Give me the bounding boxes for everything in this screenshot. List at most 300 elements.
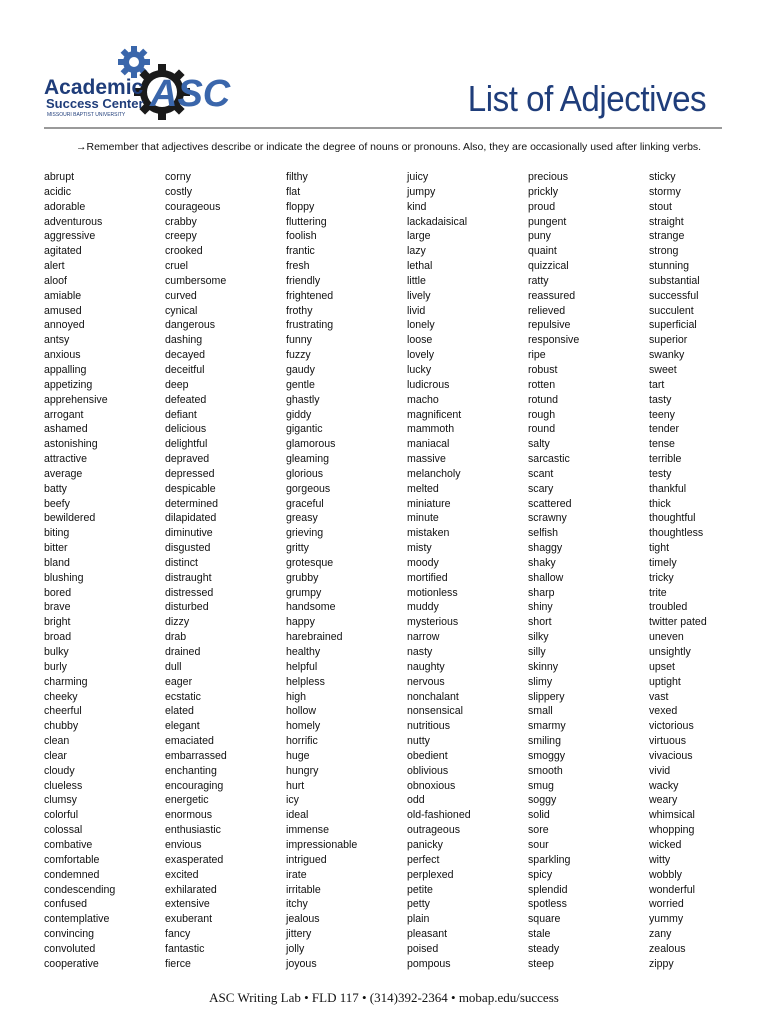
- adjective-word: smoggy: [528, 749, 566, 762]
- adjective-column-6: [649, 170, 734, 972]
- adjective-word: tart: [649, 378, 665, 391]
- adjective-word: smiling: [528, 735, 561, 748]
- adjective-word: zippy: [649, 957, 674, 970]
- adjective-word: vivacious: [649, 749, 693, 762]
- adjective-word: distinct: [165, 556, 198, 569]
- adjective-word: smooth: [528, 764, 563, 777]
- adjective-word: impressionable: [286, 838, 358, 851]
- adjective-word: handsome: [286, 601, 336, 614]
- adjective-word: fierce: [165, 957, 191, 970]
- adjective-word: gigantic: [286, 423, 323, 436]
- adjective-word: grumpy: [286, 586, 322, 599]
- adjective-word: gentle: [286, 378, 315, 391]
- adjective-word: clueless: [44, 779, 83, 792]
- adjective-word: lethal: [407, 260, 433, 273]
- adjective-word: ashamed: [44, 423, 88, 436]
- adjective-word: dizzy: [165, 616, 190, 629]
- adjective-word: precious: [528, 171, 569, 183]
- adjective-word: strange: [649, 230, 685, 243]
- adjective-word: energetic: [165, 794, 209, 807]
- adjective-word: unsightly: [649, 646, 691, 658]
- adjective-word: exasperated: [165, 853, 224, 866]
- adjective-word: quaint: [528, 245, 557, 258]
- adjective-word: perfect: [407, 853, 440, 866]
- adjective-word: crooked: [165, 245, 203, 258]
- adjective-word: disturbed: [165, 601, 209, 614]
- adjective-word: nonsensical: [407, 705, 463, 718]
- adjective-word: clean: [44, 735, 70, 748]
- adjective-word: sticky: [649, 171, 676, 183]
- adjective-word: shallow: [528, 571, 564, 584]
- adjective-word: sore: [528, 824, 549, 837]
- adjective-word: fantastic: [165, 942, 205, 955]
- adjective-word: adorable: [44, 200, 86, 213]
- adjective-word: distraught: [165, 571, 212, 584]
- adjective-word: broad: [44, 631, 72, 644]
- adjective-column-4: [407, 170, 528, 972]
- adjective-word: strong: [649, 245, 679, 258]
- adjective-word: splendid: [528, 883, 568, 896]
- adjective-word: flat: [286, 185, 301, 198]
- adjective-word: glorious: [286, 467, 324, 480]
- adjective-word: bored: [44, 586, 72, 599]
- adjective-word: spicy: [528, 868, 553, 881]
- adjective-word: confused: [44, 898, 87, 911]
- adjective-word: comfortable: [44, 853, 100, 866]
- adjective-word: high: [286, 690, 307, 703]
- adjective-word: cheeky: [44, 690, 78, 703]
- adjective-word: whopping: [649, 824, 695, 837]
- adjective-word: proud: [528, 200, 556, 213]
- adjective-word: minute: [407, 512, 439, 525]
- adjective-word: happy: [286, 616, 315, 629]
- adjective-word: wicked: [649, 838, 682, 851]
- adjective-word: elated: [165, 705, 194, 718]
- adjective-word: courageous: [165, 200, 221, 213]
- adjective-word: nasty: [407, 646, 433, 658]
- adjective-word: grieving: [286, 527, 324, 540]
- adjective-word: depressed: [165, 467, 215, 480]
- adjective-word: thoughtful: [649, 512, 696, 525]
- adjective-word: salty: [528, 438, 550, 451]
- adjective-word: arrogant: [44, 408, 84, 421]
- adjective-word: reassured: [528, 289, 576, 302]
- adjective-word: sour: [528, 838, 549, 851]
- adjective-word: timely: [649, 556, 677, 569]
- adjective-word: magnificent: [407, 408, 462, 421]
- adjective-word: jealous: [286, 913, 320, 926]
- adjective-column-1: [44, 170, 165, 972]
- adjective-word: nutty: [407, 735, 430, 748]
- adjective-word: foolish: [286, 230, 317, 243]
- adjective-word: juicy: [407, 171, 429, 183]
- adjective-word: teeny: [649, 408, 675, 421]
- logo-graphic: [44, 42, 234, 122]
- adjective-word: deceitful: [165, 363, 205, 376]
- adjective-word: lackadaisical: [407, 215, 468, 228]
- adjective-word: beefy: [44, 497, 70, 510]
- adjective-word: successful: [649, 289, 699, 302]
- adjective-word: selfish: [528, 527, 559, 540]
- adjective-word: cumbersome: [165, 274, 227, 287]
- adjective-word: ratty: [528, 274, 549, 287]
- adjective-word: jittery: [286, 928, 312, 941]
- adjective-word: immense: [286, 824, 329, 837]
- adjective-word: scrawny: [528, 512, 567, 525]
- adjective-word: amused: [44, 304, 82, 317]
- adjective-word: itchy: [286, 898, 308, 911]
- adjective-word: trite: [649, 586, 667, 599]
- adjective-word: steady: [528, 942, 560, 955]
- adjective-word: bland: [44, 556, 70, 569]
- adjective-word: obedient: [407, 749, 448, 762]
- adjective-word: extensive: [165, 898, 210, 911]
- adjective-word: silky: [528, 631, 549, 644]
- adjective-word: shaky: [528, 556, 556, 569]
- adjective-word: tender: [649, 423, 680, 436]
- adjective-word: zealous: [649, 942, 686, 955]
- adjective-word: aggressive: [44, 230, 96, 243]
- adjective-word: excited: [165, 868, 199, 881]
- adjective-word: zany: [649, 928, 672, 941]
- adjective-word: lucky: [407, 363, 432, 376]
- adjective-word: friendly: [286, 274, 321, 287]
- page-title: List of Adjectives: [467, 78, 706, 119]
- adjective-word: colossal: [44, 824, 83, 837]
- adjective-word: thoughtless: [649, 527, 704, 540]
- adjective-word: motionless: [407, 586, 458, 599]
- adjective-word: outrageous: [407, 824, 461, 837]
- adjective-word: healthy: [286, 646, 321, 658]
- adjective-word: appalling: [44, 363, 87, 376]
- adjective-word: icy: [286, 794, 299, 807]
- adjective-word: little: [407, 274, 426, 287]
- adjective-word: slippery: [528, 690, 565, 703]
- adjective-word: scattered: [528, 497, 572, 510]
- adjective-word: charming: [44, 675, 88, 688]
- adjective-word: ghastly: [286, 393, 320, 406]
- adjective-word: solid: [528, 809, 550, 822]
- adjective-word: vast: [649, 690, 669, 703]
- adjective-word: lovely: [407, 349, 435, 362]
- adjective-word: loose: [407, 334, 433, 347]
- adjective-word: smug: [528, 779, 554, 792]
- logo-university: MISSOURI BAPTIST UNIVERSITY: [47, 112, 126, 118]
- adjective-word: envious: [165, 838, 202, 851]
- adjective-word: witty: [649, 853, 671, 866]
- adjective-word: large: [407, 230, 431, 243]
- adjective-word: nervous: [407, 675, 445, 688]
- adjective-word: blushing: [44, 571, 84, 584]
- adjective-word: repulsive: [528, 319, 571, 332]
- adjective-word: testy: [649, 467, 672, 480]
- adjective-word: annoyed: [44, 319, 85, 332]
- adjective-word: deep: [165, 378, 189, 391]
- footer-contact: ASC Writing Lab • FLD 117 • (314)392-2364 • mobap.edu/success: [209, 990, 559, 1005]
- adjective-word: costly: [165, 185, 193, 198]
- adjective-word: giddy: [286, 408, 312, 421]
- adjective-word: melancholy: [407, 467, 461, 480]
- adjective-word: fancy: [165, 928, 191, 941]
- adjective-word: irritable: [286, 883, 321, 896]
- adjective-word: wonderful: [649, 883, 695, 896]
- adjective-word: panicky: [407, 838, 443, 851]
- adjective-word: fuzzy: [286, 349, 311, 362]
- adjective-word: robust: [528, 363, 558, 376]
- adjective-column-3: [286, 170, 407, 972]
- adjective-word: melted: [407, 482, 439, 495]
- adjective-word: hollow: [286, 705, 317, 718]
- adjective-word: plain: [407, 913, 430, 926]
- adjective-word: thankful: [649, 482, 687, 495]
- adjective-word: worried: [649, 898, 684, 911]
- adjective-word: defiant: [165, 408, 197, 421]
- adjective-word: greasy: [286, 512, 318, 525]
- adjective-word: stormy: [649, 185, 681, 198]
- adjective-word: virtuous: [649, 735, 687, 748]
- adjective-word: shaggy: [528, 542, 563, 555]
- adjective-word: floppy: [286, 200, 315, 213]
- adjective-word: funny: [286, 334, 312, 347]
- adjective-word: jumpy: [407, 185, 436, 198]
- adjective-word: stout: [649, 200, 672, 213]
- adjective-word: ripe: [528, 349, 546, 362]
- adjective-word: ideal: [286, 809, 309, 822]
- adjective-word: condemned: [44, 868, 100, 881]
- adjective-word: swanky: [649, 349, 685, 362]
- adjective-word: agitated: [44, 245, 82, 258]
- adjective-word: tasty: [649, 393, 672, 406]
- adjective-word: soggy: [528, 794, 557, 807]
- adjective-word: square: [528, 913, 561, 926]
- adjective-word: skinny: [528, 660, 559, 673]
- adjective-word: cheerful: [44, 705, 82, 718]
- adjective-word: curved: [165, 289, 197, 302]
- adjective-word: substantial: [649, 274, 700, 287]
- adjective-word: upset: [649, 660, 675, 673]
- adjective-word: decayed: [165, 349, 206, 362]
- adjective-word: bitter: [44, 542, 68, 555]
- adjective-word: sparkling: [528, 853, 571, 866]
- adjective-word: wobbly: [649, 868, 682, 881]
- adjective-word: kind: [407, 200, 427, 213]
- adjective-word: superficial: [649, 319, 697, 332]
- asc-logo: [44, 42, 234, 122]
- adjective-word: round: [528, 423, 556, 436]
- adjective-word: lazy: [407, 245, 426, 258]
- adjective-word: homely: [286, 720, 321, 733]
- adjective-word: condescending: [44, 883, 116, 896]
- adjective-word: convoluted: [44, 942, 96, 955]
- adjective-word: relieved: [528, 304, 566, 317]
- adjective-word: mistaken: [407, 527, 450, 540]
- adjective-word: sweet: [649, 363, 677, 376]
- adjective-word: cloudy: [44, 764, 75, 777]
- adjective-word: distressed: [165, 586, 214, 599]
- adjective-word: stale: [528, 928, 551, 941]
- adjective-word: petite: [407, 883, 433, 896]
- adjective-word: petty: [407, 898, 430, 911]
- adjective-word: adventurous: [44, 215, 103, 228]
- adjective-word: old-fashioned: [407, 809, 471, 822]
- adjective-word: gleaming: [286, 453, 329, 466]
- adjective-word: frantic: [286, 245, 315, 258]
- adjective-word: dilapidated: [165, 512, 217, 525]
- adjective-column-2: [165, 170, 286, 972]
- intro-note: →Remember that adjectives describe or indicate the degree of nouns or pronouns. Also, they are occasionally used after linking verbs.: [76, 141, 702, 153]
- adjective-word: yummy: [649, 913, 684, 926]
- adjective-word: fluttering: [286, 215, 327, 228]
- adjective-word: frustrating: [286, 319, 334, 332]
- adjective-word: massive: [407, 453, 446, 466]
- adjective-word: graceful: [286, 497, 324, 510]
- adjective-word: chubby: [44, 720, 79, 733]
- adjective-word: despicable: [165, 482, 216, 495]
- adjective-word: eager: [165, 675, 193, 688]
- adjective-word: crabby: [165, 215, 197, 228]
- adjective-word: bulky: [44, 646, 69, 658]
- adjective-word: tight: [649, 542, 670, 555]
- adjective-word: jolly: [286, 942, 305, 955]
- adjective-word: victorious: [649, 720, 694, 733]
- adjective-word: clear: [44, 749, 67, 762]
- adjective-word: abrupt: [44, 171, 75, 183]
- adjective-word: drab: [165, 631, 187, 644]
- adjective-word: scant: [528, 467, 554, 480]
- adjective-word: moody: [407, 556, 439, 569]
- adjective-word: uptight: [649, 675, 681, 688]
- adjective-word: anxious: [44, 349, 81, 362]
- adjective-word: oblivious: [407, 764, 449, 777]
- adjective-word: rough: [528, 408, 556, 421]
- adjective-word: mysterious: [407, 616, 459, 629]
- adjective-word: small: [528, 705, 553, 718]
- adjective-word: helpless: [286, 675, 325, 688]
- adjective-word: burly: [44, 660, 67, 673]
- adjective-word: glamorous: [286, 438, 336, 451]
- adjective-word: apprehensive: [44, 393, 108, 406]
- adjective-word: narrow: [407, 631, 440, 644]
- adjective-word: straight: [649, 215, 684, 228]
- adjective-word: livid: [407, 304, 426, 317]
- adjective-word: terrible: [649, 453, 682, 466]
- adjective-word: odd: [407, 794, 425, 807]
- adjective-word: ecstatic: [165, 690, 201, 703]
- adjective-word: cruel: [165, 260, 188, 273]
- adjective-word: pleasant: [407, 928, 448, 941]
- adjective-word: exhilarated: [165, 883, 217, 896]
- adjective-word: encouraging: [165, 779, 224, 792]
- adjective-word: weary: [649, 794, 678, 807]
- adjective-word: combative: [44, 838, 93, 851]
- adjective-word: ludicrous: [407, 378, 450, 391]
- logo-academic: Academic: [44, 76, 144, 99]
- adjective-word: hurt: [286, 779, 305, 792]
- adjective-word: wacky: [649, 779, 679, 792]
- adjective-word: lively: [407, 289, 431, 302]
- adjective-word: superior: [649, 334, 688, 347]
- adjective-word: uneven: [649, 631, 684, 644]
- adjective-word: disgusted: [165, 542, 211, 555]
- adjective-word: horrific: [286, 735, 318, 748]
- adjective-word: tricky: [649, 571, 674, 584]
- adjective-word: perplexed: [407, 868, 454, 881]
- adjective-word: intrigued: [286, 853, 327, 866]
- adjective-word: corny: [165, 171, 191, 183]
- adjective-word: joyous: [286, 957, 317, 970]
- adjective-word: twitter pated: [649, 616, 707, 629]
- adjective-word: enormous: [165, 809, 213, 822]
- adjective-word: lonely: [407, 319, 435, 332]
- adjective-word: spotless: [528, 898, 567, 911]
- adjective-word: sarcastic: [528, 453, 570, 466]
- adjective-word: grotesque: [286, 556, 334, 569]
- adjective-word: nonchalant: [407, 690, 459, 703]
- adjective-word: gorgeous: [286, 482, 331, 495]
- adjective-word: miniature: [407, 497, 451, 510]
- adjective-word: drained: [165, 646, 201, 658]
- adjective-word: bright: [44, 616, 71, 629]
- adjective-word: puny: [528, 230, 551, 243]
- adjective-word: depraved: [165, 453, 210, 466]
- adjective-word: determined: [165, 497, 218, 510]
- adjective-word: slimy: [528, 675, 553, 688]
- adjective-word: succulent: [649, 304, 694, 317]
- adjective-word: dull: [165, 660, 182, 673]
- adjective-word: delicious: [165, 423, 207, 436]
- adjective-word: vivid: [649, 764, 671, 777]
- adjective-word: huge: [286, 749, 310, 762]
- adjective-word: steep: [528, 957, 554, 970]
- adjective-word: contemplative: [44, 913, 110, 926]
- adjective-word: filthy: [286, 171, 308, 183]
- adjective-word: pompous: [407, 957, 451, 970]
- adjective-word: brave: [44, 601, 71, 614]
- adjective-word: frothy: [286, 304, 313, 317]
- adjective-word: creepy: [165, 230, 197, 243]
- adjective-word: emaciated: [165, 735, 214, 748]
- adjective-word: appetizing: [44, 378, 93, 391]
- adjective-word: exuberant: [165, 913, 213, 926]
- adjective-word: alert: [44, 260, 65, 273]
- adjective-word: amiable: [44, 289, 82, 302]
- adjective-word: thick: [649, 497, 671, 510]
- adjective-word: vexed: [649, 705, 678, 718]
- adjective-word: harebrained: [286, 631, 343, 644]
- adjective-word: gritty: [286, 542, 309, 555]
- adjective-word: shiny: [528, 601, 553, 614]
- logo-asc-mark: ASC: [150, 73, 231, 115]
- adjective-word: quizzical: [528, 260, 569, 273]
- adjective-word: fresh: [286, 260, 310, 273]
- adjective-word: silly: [528, 646, 546, 658]
- adjective-word: mammoth: [407, 423, 455, 436]
- adjective-word: clumsy: [44, 794, 77, 807]
- adjective-word: astonishing: [44, 438, 98, 451]
- adjective-word: aloof: [44, 274, 67, 287]
- adjective-word: enchanting: [165, 764, 217, 777]
- adjective-word: naughty: [407, 660, 445, 673]
- adjective-word: bewildered: [44, 512, 96, 525]
- adjective-word: acidic: [44, 185, 72, 198]
- adjective-word: cynical: [165, 304, 198, 317]
- adjective-word: smarmy: [528, 720, 566, 733]
- adjective-word: pungent: [528, 215, 567, 228]
- adjective-word: maniacal: [407, 438, 450, 451]
- logo-success-center: Success Center: [46, 96, 144, 111]
- adjective-word: scary: [528, 482, 554, 495]
- adjective-word: helpful: [286, 660, 318, 673]
